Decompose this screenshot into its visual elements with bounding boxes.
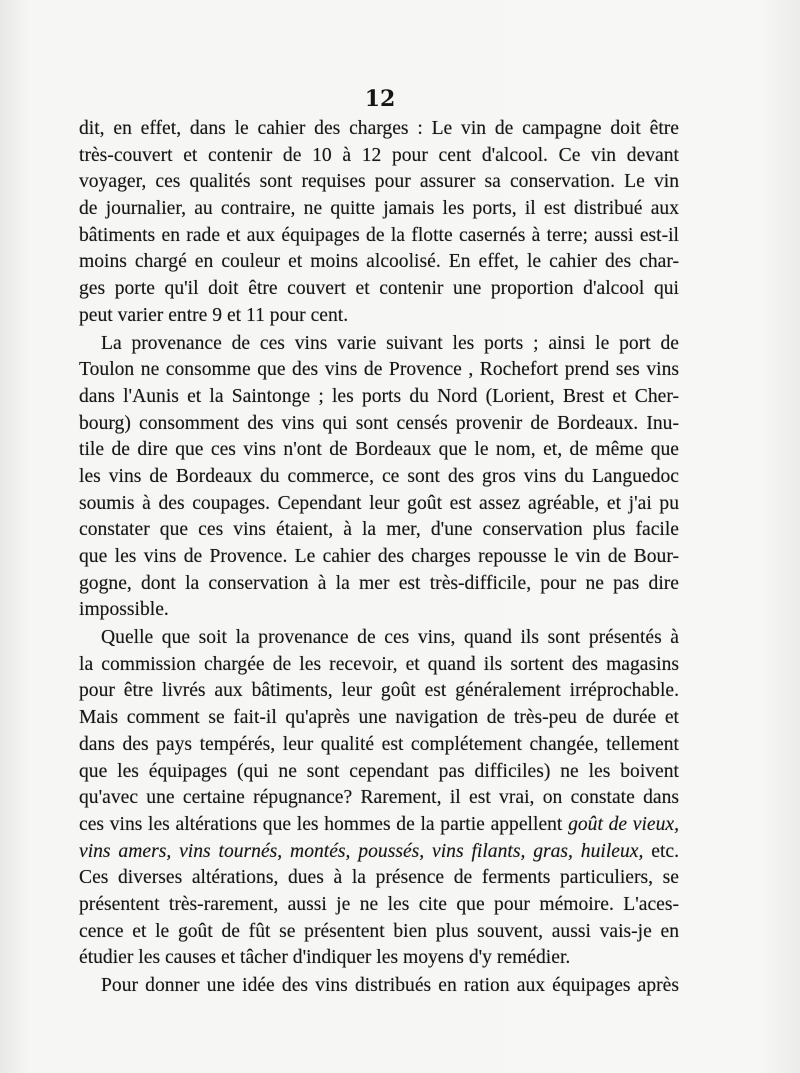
text-line: soumis à des coupages. Cependant leur goût est assez agréable, et j'ai pu [79, 492, 679, 514]
text-line: Mais comment se fait-il qu'après une navigation de très-peu de durée et [79, 707, 679, 729]
body-text [79, 116, 679, 1000]
page-number: 12 [364, 86, 396, 112]
text-run: ces vins les altérations que les hommes de la partie appellent [79, 813, 563, 835]
text-line: très-couvert et contenir de 10 à 12 pour cent d'alcool. Ce vin devant [79, 144, 679, 166]
text-line: dans des pays tempérés, leur qualité est complétement changée, tellement [79, 733, 679, 755]
paragraph-1 [79, 116, 679, 330]
text-line: gogne, dont la conservation à la mer est très-difficile, pour ne pas dire [79, 572, 679, 594]
text-line-mixed [79, 812, 679, 839]
italic-term: goût de vieux, [568, 813, 679, 835]
text-line: bourg) consomment des vins qui sont censés provenir de Bordeaux. Inu- [79, 412, 679, 434]
paragraph-3 [79, 625, 679, 972]
text-line: pour être livrés aux bâtiments, leur goût est généralement irréprochable. [79, 680, 679, 702]
text-line: tile de dire que ces vins n'ont de Bordeaux que le nom, et, de même que [79, 439, 679, 461]
text-line: la commission chargée de les recevoir, et quand ils sortent des magasins [79, 653, 679, 675]
text-line: présentent très-rarement, aussi je ne les cite que pour mémoire. L'aces- [79, 893, 679, 915]
text-line: les vins de Bordeaux du commerce, ce sont des gros vins du Languedoc [79, 465, 679, 487]
text-line: peut varier entre 9 et 11 pour cent. [79, 304, 349, 326]
text-line: ges porte qu'il doit être couvert et contenir une proportion d'alcool qui [79, 278, 679, 300]
text-line: de journalier, au contraire, ne quitte jamais les ports, il est distribué aux [79, 198, 679, 220]
text-line: dit, en effet, dans le cahier des charges : Le vin de campagne doit être [79, 118, 679, 139]
text-line: voyager, ces qualités sont requises pour assurer sa conservation. Le vin [79, 171, 679, 193]
paragraph-4 [79, 973, 679, 1000]
text-line: que les vins de Provence. Le cahier des charges repousse le vin de Bour- [79, 546, 679, 567]
text-line: impossible. [79, 599, 169, 621]
text-line: que les équipages (qui ne sont cependant pas difficiles) ne les boivent [79, 760, 679, 782]
paragraph-2 [79, 331, 679, 625]
text-line: dans l'Aunis et la Saintonge ; les ports du Nord (Lorient, Brest et Cher- [79, 385, 679, 407]
text-run: etc. [651, 840, 680, 862]
text-line: constater que ces vins étaient, à la mer, d'une conservation plus facile [79, 519, 679, 541]
text-line: bâtiments en rade et aux équipages de la flotte casernés à terre; aussi est-il [79, 224, 679, 246]
text-line-mixed [79, 839, 679, 866]
text-line: Ces diverses altérations, dues à la présence de ferments particuliers, se [79, 867, 679, 889]
text-line: Quelle que soit la provenance de ces vins, quand ils sont présentés à [101, 627, 679, 649]
text-line: Toulon ne consomme que des vins de Provence , Rochefort prend ses vins [79, 359, 679, 381]
italic-term: vins amers, vins tournés, montés, poussés, vins filants, gras, huileux, [79, 840, 644, 862]
text-line: moins chargé en couleur et moins alcoolisé. En effet, le cahier des char- [79, 251, 679, 273]
text-line: La provenance de ces vins varie suivant les ports ; ainsi le port de [101, 332, 679, 354]
text-line: étudier les causes et tâcher d'indiquer les moyens d'y remédier. [79, 947, 571, 969]
text-line: Pour donner une idée des vins distribués en ration aux équipages après [101, 975, 679, 996]
text-line: cence et le goût de fût se présentent bien plus souvent, aussi vais-je en [79, 920, 679, 942]
text-line: qu'avec une certaine répugnance? Rarement, il est vrai, on constate dans [79, 787, 679, 809]
